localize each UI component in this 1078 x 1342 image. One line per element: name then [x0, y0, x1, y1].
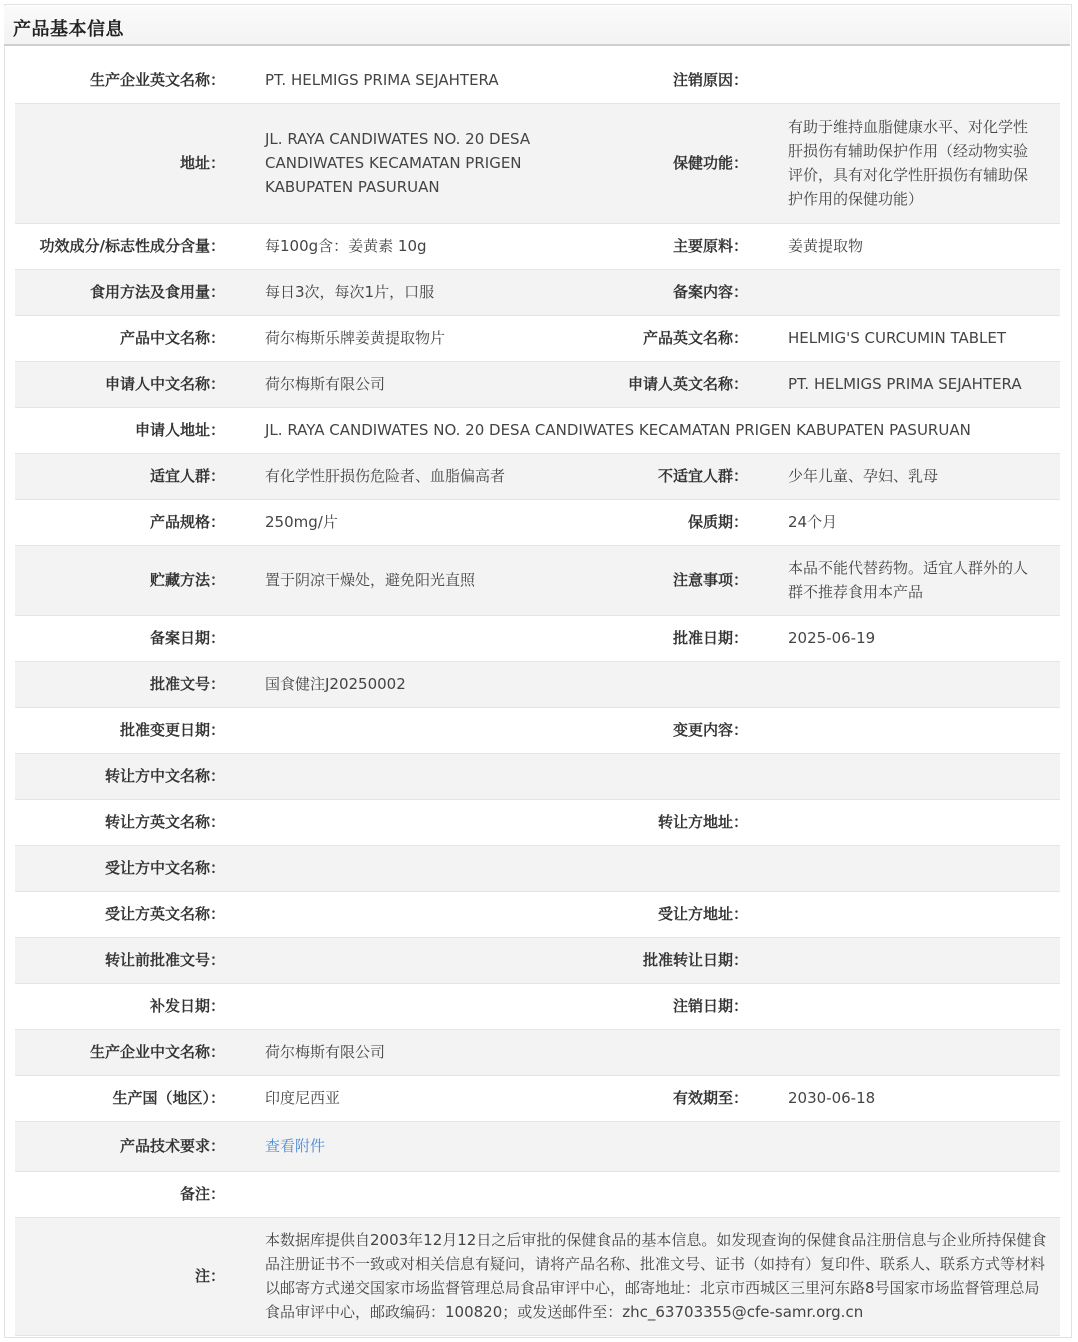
field-value: [255, 891, 625, 937]
table-row: [15, 799, 1060, 845]
field-value: 荷尔梅斯有限公司: [255, 1029, 1060, 1075]
table-row: [15, 1029, 1060, 1075]
table-row: [15, 223, 1060, 269]
field-label: 注意事项：: [625, 545, 778, 615]
field-value: [255, 799, 625, 845]
table-row: [15, 661, 1060, 707]
field-label: 转让方地址：: [625, 799, 778, 845]
table-row: [15, 937, 1060, 983]
field-label: 申请人中文名称：: [15, 361, 255, 407]
field-label: 受让方英文名称：: [15, 891, 255, 937]
table-row: [15, 57, 1060, 103]
field-label: 不适宜人群：: [625, 453, 778, 499]
field-value: 荷尔梅斯有限公司: [255, 361, 625, 407]
field-label: 备注：: [15, 1171, 255, 1217]
field-label: 生产国（地区）：: [15, 1075, 255, 1121]
field-value: 每日3次，每次1片，口服: [255, 269, 625, 315]
field-label: 转让方英文名称：: [15, 799, 255, 845]
table-row: [15, 983, 1060, 1029]
address-line: CANDIWATES KECAMATAN PRIGEN: [265, 154, 522, 172]
field-label: 批准文号：: [15, 661, 255, 707]
field-value: [778, 799, 1060, 845]
field-value: PT. HELMIGS PRIMA SEJAHTERA: [255, 57, 625, 103]
field-label: 转让前批准文号：: [15, 937, 255, 983]
table-row: [15, 361, 1060, 407]
field-label: 地址：: [15, 103, 255, 223]
table-row: [15, 407, 1060, 453]
table-row: [15, 753, 1060, 799]
field-label: 注销原因：: [625, 57, 778, 103]
field-value: 250mg/片: [255, 499, 625, 545]
section-title: 产品基本信息: [13, 19, 124, 40]
field-label: 变更内容：: [625, 707, 778, 753]
field-label: 食用方法及食用量：: [15, 269, 255, 315]
field-label: 适宜人群：: [15, 453, 255, 499]
field-label: 产品规格：: [15, 499, 255, 545]
field-label: 转让方中文名称：: [15, 753, 255, 799]
field-value: 有化学性肝损伤危险者、血脂偏高者: [255, 453, 625, 499]
field-label: 产品英文名称：: [625, 315, 778, 361]
field-label: 主要原料：: [625, 223, 778, 269]
field-label: 保质期：: [625, 499, 778, 545]
field-label: 产品中文名称：: [15, 315, 255, 361]
table-row: [15, 1171, 1060, 1217]
field-value: 国食健注J20250002: [255, 661, 1060, 707]
field-label: 产品技术要求：: [15, 1121, 255, 1171]
field-label: 注：: [15, 1217, 255, 1335]
field-value: [255, 753, 1060, 799]
table-row: [15, 891, 1060, 937]
table-row: [15, 707, 1060, 753]
field-label: 保健功能：: [625, 103, 778, 223]
table-row: [15, 269, 1060, 315]
table-row: [15, 499, 1060, 545]
field-value: 2030-06-18: [778, 1075, 1060, 1121]
address-line: JL. RAYA CANDIWATES NO. 20 DESA: [265, 130, 531, 148]
field-value: [778, 707, 1060, 753]
field-value: 少年儿童、孕妇、乳母: [778, 453, 1060, 499]
field-value: [255, 845, 1060, 891]
field-label: 申请人英文名称：: [625, 361, 778, 407]
field-value: [255, 103, 625, 223]
field-value: [255, 707, 625, 753]
field-value: [778, 269, 1060, 315]
field-value: [255, 937, 625, 983]
field-value: 24个月: [778, 499, 1060, 545]
field-label: 有效期至：: [625, 1075, 778, 1121]
table-row: [15, 315, 1060, 361]
field-label: 备案日期：: [15, 615, 255, 661]
field-label: 受让方地址：: [625, 891, 778, 937]
table-row: [15, 453, 1060, 499]
field-value: [778, 57, 1060, 103]
field-label: 生产企业中文名称：: [15, 1029, 255, 1075]
field-label: 批准变更日期：: [15, 707, 255, 753]
field-value: [778, 983, 1060, 1029]
address-line: KABUPATEN PASURUAN: [265, 178, 440, 196]
field-label: 补发日期：: [15, 983, 255, 1029]
field-label: 批准日期：: [625, 615, 778, 661]
field-value: 姜黄提取物: [778, 223, 1060, 269]
field-label: 生产企业英文名称：: [15, 57, 255, 103]
field-value: [778, 891, 1060, 937]
field-label: 申请人地址：: [15, 407, 255, 453]
view-attachment-link[interactable]: 查看附件: [265, 1137, 326, 1155]
field-value: [255, 983, 625, 1029]
field-label: 受让方中文名称：: [15, 845, 255, 891]
field-value: 有助于维持血脂健康水平、对化学性肝损伤有辅助保护作用（经动物实验评价，具有对化学性肝损伤有辅助保护作用的保健功能）: [778, 103, 1060, 223]
field-value: 荷尔梅斯乐牌姜黄提取物片: [255, 315, 625, 361]
field-label: 贮藏方法：: [15, 545, 255, 615]
field-value: PT. HELMIGS PRIMA SEJAHTERA: [778, 361, 1060, 407]
field-value: 每100g含：姜黄素 10g: [255, 223, 625, 269]
disclaimer-note: 本数据库提供自2003年12月12日之后审批的保健食品的基本信息。如发现查询的保健食品注册信息与企业所持保健食品注册证书不一致或对相关信息有疑问，请将产品名称、批准文号、证书（如持有）复印件、联系人、联系方式等材料以邮寄方式递交国家市场监督管理总局食品审评中心，邮寄地址：北京市西城区三里河东路8号国家市场监督管理总局食品审评中心，邮政编码：100820；或发送邮件至：zhc_63703355@cfe-samr.org.cn: [255, 1217, 1060, 1335]
field-value: 2025-06-19: [778, 615, 1060, 661]
field-value: 本品不能代替药物。适宜人群外的人群不推荐食用本产品: [778, 545, 1060, 615]
field-value: 置于阴凉干燥处，避免阳光直照: [255, 545, 625, 615]
table-row: [15, 103, 1060, 223]
product-info-table: [15, 57, 1060, 1336]
field-value: [255, 615, 625, 661]
table-row: [15, 1075, 1060, 1121]
table-row: [15, 845, 1060, 891]
field-label: 功效成分/标志性成分含量：: [15, 223, 255, 269]
field-value: HELMIG'S CURCUMIN TABLET: [778, 315, 1060, 361]
field-value: [255, 1171, 1060, 1217]
field-value: 印度尼西亚: [255, 1075, 625, 1121]
field-label: 备案内容：: [625, 269, 778, 315]
table-row: [15, 1121, 1060, 1171]
table-row: [15, 545, 1060, 615]
field-value: JL. RAYA CANDIWATES NO. 20 DESA CANDIWATES KECAMATAN PRIGEN KABUPATEN PASURUAN: [255, 407, 1060, 453]
table-row: [15, 615, 1060, 661]
field-label: 批准转让日期：: [625, 937, 778, 983]
field-value: [255, 1121, 1060, 1171]
table-row: [15, 1217, 1060, 1335]
section-header: [4, 6, 1070, 46]
field-label: 注销日期：: [625, 983, 778, 1029]
field-value: [778, 937, 1060, 983]
